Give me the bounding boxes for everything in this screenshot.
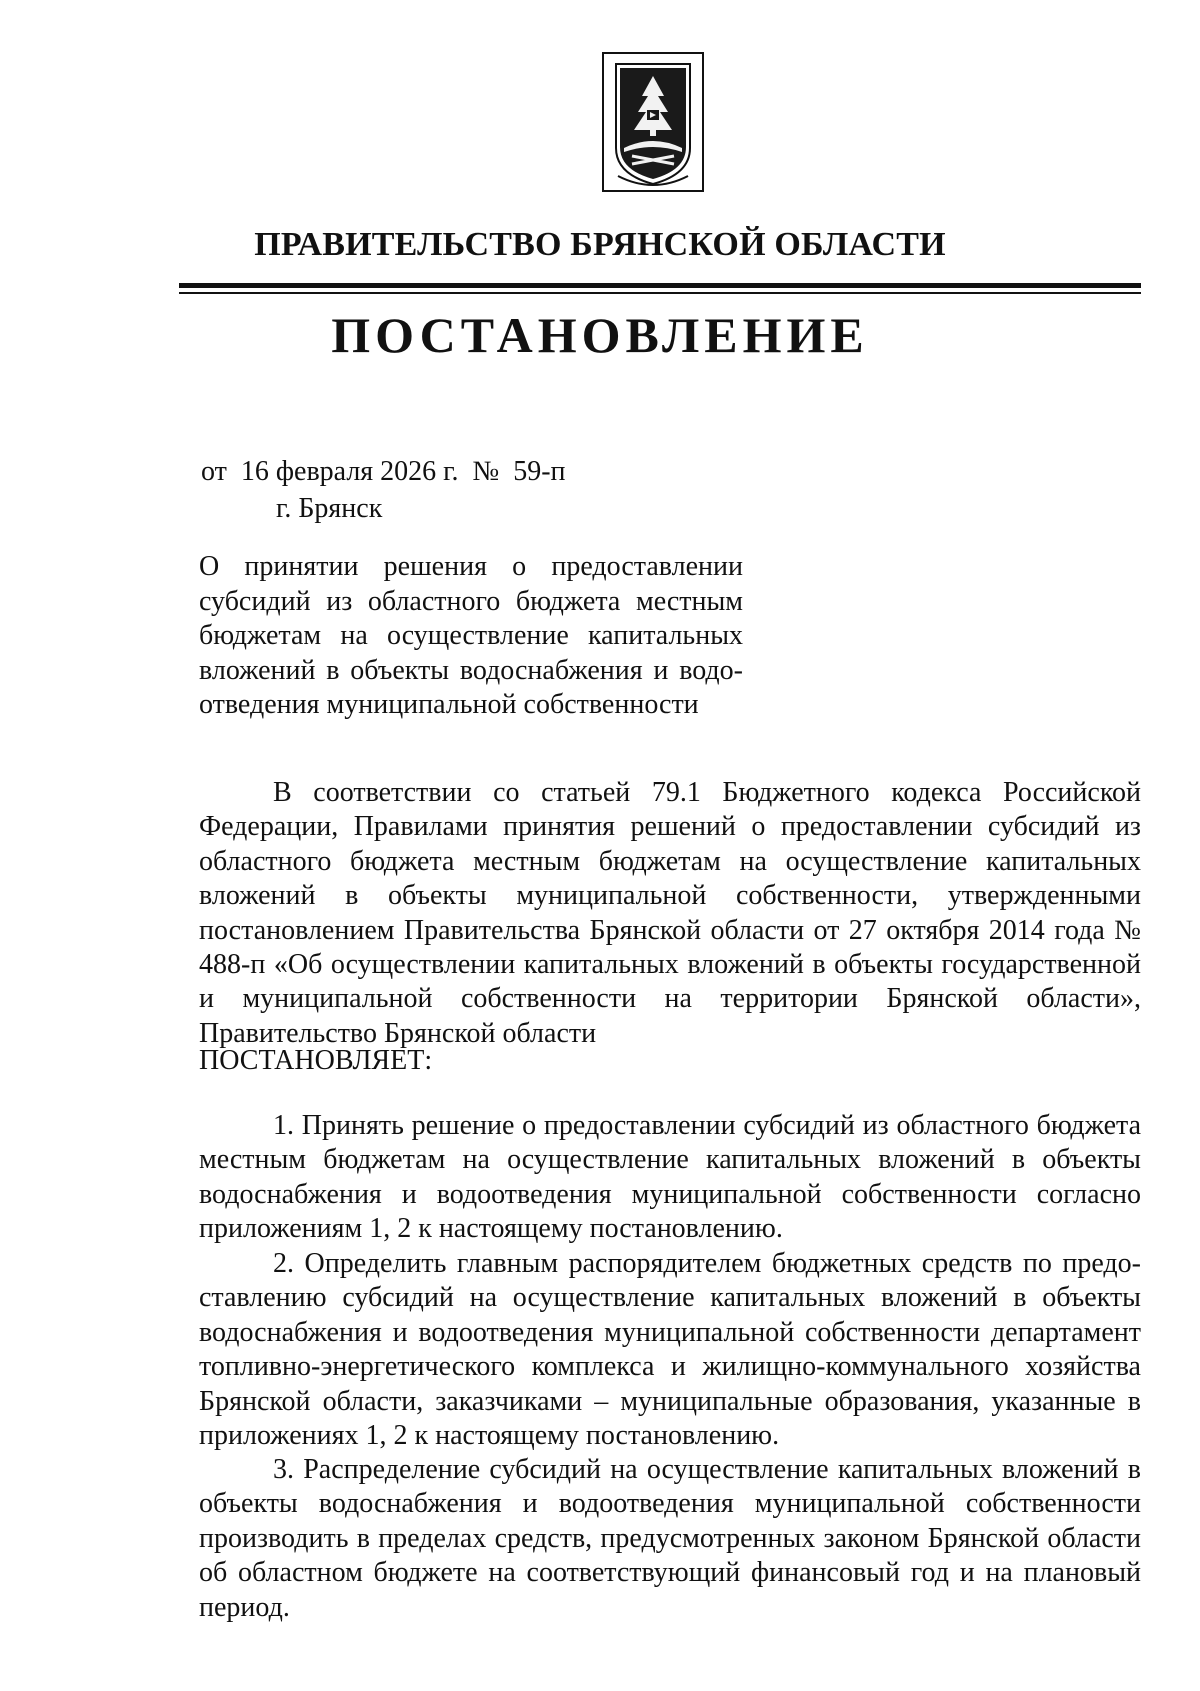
list-item: [199, 1109, 1141, 1247]
item-2-text: 2. Определить главным распорядителем бюджетных средств по предоставлению субсидий на осуществление капитальных вложений в объекты водоснабжения и водоотведения муниципальной собственности департамент топливно-энергетического комплекса и жилищно-коммунального хозяйства Брянской области, заказчиками – муниципальные образования, указанные в приложениях 1, 2 к настоящему постановлению.: [199, 1248, 1141, 1452]
city: г. Брянск: [276, 493, 383, 524]
bryansk-coat-of-arms-icon: [602, 52, 704, 192]
organization-title: ПРАВИТЕЛЬСТВО БРЯНСКОЙ ОБЛАСТИ: [254, 226, 946, 263]
preamble-paragraph: [199, 776, 1141, 1051]
document-type-title: ПОСТАНОВЛЕНИЕ: [331, 307, 869, 363]
preamble-text: В соответствии со статьей 79.1 Бюджетного кодекса Российской Федерации, Правилами принятия решений о предоставлении субсидий из областного бюджета местным бюджетам на осуществление капитальных вложений в объекты муниципальной собственности, утвержденными постановлением Правительства Брянской области от 27 октября 2014 года № 488-п «Об осуществлении капитальных вложений в объекты государственной и муниципальной собственности на территории Брянской области», Правительство Брянской области: [199, 777, 1141, 1049]
list-item: [199, 1247, 1141, 1453]
item-1-text: 1. Принять решение о предоставлении субсидий из областного бюджета местным бюджетам на осуществление капитальных вложений в объекты водоснабжения и водоотведения муниципальной собственности согласно приложениям 1, 2 к настоящему постановлению.: [199, 1110, 1141, 1245]
list-item: [199, 1453, 1141, 1625]
document-subject: О принятии решения о предоставлении субсидий из областного бюджета местным бюджетам на осуществление капитальных вложений в объекты водоснабжения и водоотведения муниципальной собственности: [199, 551, 743, 720]
resolve-word: ПОСТАНОВЛЯЕТ:: [199, 1045, 433, 1076]
date-and-number: от 16 февраля 2026 г. № 59-п: [201, 456, 566, 487]
header-divider-thick: [179, 283, 1141, 288]
header-divider-thin: [179, 292, 1141, 294]
item-3-text: 3. Распределение субсидий на осуществление капитальных вложений в объекты водоснабжения и водоотведения муниципальной собственности производить в пределах средств, предусмотренных законом Брянской области об областном бюджете на соответствующий финансовый год и на плановый период.: [199, 1454, 1141, 1623]
